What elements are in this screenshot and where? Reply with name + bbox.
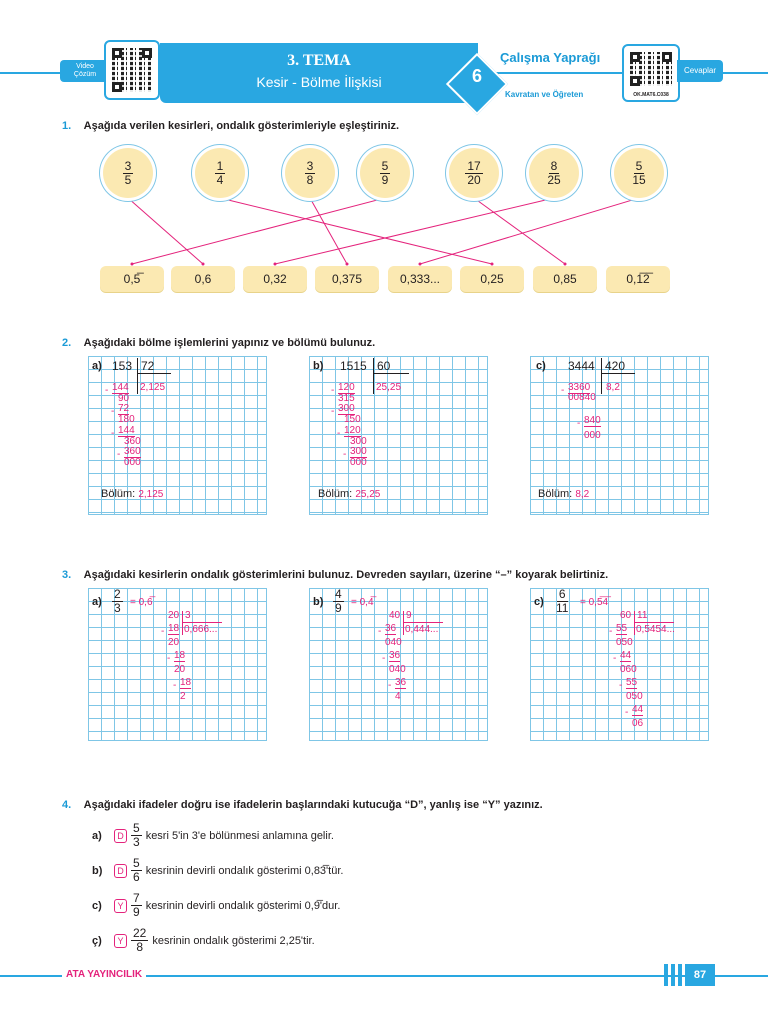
answers-tab[interactable]: Cevaplar <box>677 60 723 82</box>
true-false-box[interactable]: D <box>114 829 127 843</box>
question-number: 4. <box>62 799 72 811</box>
result-2c <box>538 488 589 500</box>
division-rule <box>373 373 409 374</box>
question-text: Aşağıdaki kesirlerin ondalık gösterimlerini bulunuz. Devreden sayıları, üzerine “–” koyarak belirtiniz. <box>83 569 609 581</box>
page-tab-stripe <box>664 964 668 986</box>
division-step: 300 <box>350 446 367 458</box>
dividend-2a: 153 <box>112 359 133 373</box>
numerator: 7 <box>133 891 140 905</box>
minus-sign: - <box>331 385 335 396</box>
match-line <box>275 198 554 264</box>
division-rule <box>403 622 443 623</box>
numerator: 17 <box>467 158 481 173</box>
fraction <box>131 927 148 954</box>
page-tab-stripe <box>678 964 682 986</box>
dividend-2b: 1515 <box>340 359 367 373</box>
decimal-box: 0,5̅ <box>100 266 164 292</box>
fraction <box>131 892 142 919</box>
division-step: 050 <box>616 636 633 648</box>
minus-sign: - <box>343 449 347 461</box>
fraction-blob <box>285 148 335 198</box>
qr-code-label: OK.MAT6.C038 <box>633 92 669 98</box>
numerator: 5 <box>381 158 389 173</box>
division-step: 4 <box>395 690 401 702</box>
division-step: 040 <box>385 636 402 648</box>
division-bar <box>601 358 602 394</box>
publisher-name: ATA YAYINCILIK <box>62 969 146 980</box>
division-step: 144 <box>118 424 135 436</box>
quotient-2c: 8,2 <box>606 382 620 393</box>
decimal-answer-3a: = 0,6̅ <box>130 597 153 608</box>
tagline: Kavratan ve Öğreten <box>505 90 584 99</box>
minus-sign: - <box>173 680 177 691</box>
denominator: 8 <box>306 172 314 187</box>
question-text: Aşağıdaki bölme işlemlerini yapınız ve bölümü bulunuz. <box>83 337 376 349</box>
divisor-3a: 3 <box>185 610 191 621</box>
division-step: 840 <box>584 415 601 426</box>
minus-sign: - <box>619 680 623 691</box>
division-step: 18 <box>174 650 186 661</box>
minus-sign: - <box>111 427 115 439</box>
division-step: 36 <box>389 650 401 661</box>
minus-sign: - <box>625 707 629 718</box>
fraction <box>123 160 134 187</box>
division-bar <box>137 358 138 394</box>
result-2b <box>318 488 380 500</box>
statement-row <box>92 927 315 954</box>
grade-badge: 6 <box>471 66 482 86</box>
statement-text: kesrinin ondalık gösterimi 2,25'tir. <box>152 934 315 947</box>
label-2c: c) <box>536 360 546 372</box>
fraction-blob <box>529 148 579 198</box>
division-step: 360 <box>124 446 141 458</box>
divisor-2c: 420 <box>605 359 626 373</box>
question-number: 3. <box>62 569 72 581</box>
fraction <box>380 160 391 187</box>
division-step: 3360 <box>568 382 591 393</box>
fraction-blob <box>614 148 664 198</box>
numerator: 22 <box>133 926 147 940</box>
division-bar <box>634 611 635 635</box>
minus-sign: - <box>609 626 613 637</box>
divisor-2b: 60 <box>377 359 391 373</box>
match-line <box>474 198 565 264</box>
result-value: 8,2 <box>575 489 590 500</box>
division-step: 18 <box>180 677 192 688</box>
fraction-blob <box>360 148 410 198</box>
question-text: Aşağıdaki ifadeler doğru ise ifadelerin başlarındaki kutucuğa “D”, yanlış ise “Y” yazınız. <box>83 799 543 811</box>
denominator: 9 <box>335 601 342 615</box>
quotient-2b: 25,25 <box>376 382 402 393</box>
division-step: 2 <box>180 690 186 702</box>
true-false-box[interactable]: D <box>114 864 127 878</box>
minus-sign: - <box>337 427 341 439</box>
result-label: Bölüm: <box>318 488 353 500</box>
label-3a: a) <box>92 596 102 608</box>
decimal-box: 0,25 <box>460 266 524 292</box>
division-step: 120 <box>344 424 361 436</box>
division-step: 000 <box>350 456 367 468</box>
division-step: 000 <box>584 430 601 441</box>
denominator: 6 <box>133 870 140 884</box>
division-step: 20 <box>168 636 180 648</box>
denominator: 9 <box>133 905 140 919</box>
minus-sign: - <box>613 653 617 664</box>
decimal-box: 0,85 <box>533 266 597 292</box>
statement-text: kesri 5'in 3'e bölünmesi anlamına gelir. <box>145 829 334 842</box>
division-step: 300 <box>350 435 367 447</box>
divisor-3c: 11 <box>637 610 648 621</box>
label-3c: c) <box>534 596 544 608</box>
fraction <box>630 160 647 187</box>
result-label: Bölüm: <box>538 488 573 500</box>
fraction <box>305 160 316 187</box>
minus-sign: - <box>161 626 165 637</box>
division-step: 72 <box>118 403 130 415</box>
denominator: 4 <box>216 172 224 187</box>
quotient-3a: 0,666... <box>184 624 218 635</box>
divisor-2a: 72 <box>141 359 155 373</box>
quotient-3b: 0,444... <box>405 624 439 635</box>
fraction-blob <box>195 148 245 198</box>
decimal-answer-3b: = 0,4̅ <box>351 597 374 608</box>
video-solution-tab[interactable]: Video Çözüm <box>60 60 110 82</box>
division-step: 360 <box>124 435 141 447</box>
statement-label: a) <box>92 829 102 842</box>
denominator: 9 <box>381 172 389 187</box>
worksheet-title: Çalışma Yaprağı <box>500 50 601 65</box>
division-step: 36 <box>385 623 397 634</box>
numerator: 5 <box>133 821 140 835</box>
quotient-3c: 0,5454... <box>636 624 675 635</box>
minus-sign: - <box>378 626 382 637</box>
division-rule <box>601 373 635 374</box>
division-step: 150 <box>344 414 361 426</box>
division-step: 18 <box>168 623 180 634</box>
numerator: 2 <box>114 587 121 601</box>
fraction-3b <box>333 588 344 615</box>
numerator: 6 <box>558 587 566 601</box>
division-step: 315 <box>338 392 355 404</box>
division-step: 44 <box>620 650 632 661</box>
denominator: 15 <box>632 172 646 187</box>
page-number: 87 <box>685 964 715 986</box>
division-step: 90 <box>118 392 130 404</box>
question-number: 1. <box>62 120 72 132</box>
numerator: 5 <box>133 856 140 870</box>
match-line <box>128 198 203 264</box>
true-false-box[interactable]: Y <box>114 934 127 948</box>
division-rule <box>182 622 222 623</box>
denominator: 11 <box>556 601 569 615</box>
division-step: 144 <box>112 382 129 393</box>
minus-sign: - <box>382 653 386 664</box>
statement-label: ç) <box>92 934 102 947</box>
question-3-heading <box>62 565 608 583</box>
statement-row <box>92 857 343 884</box>
dividend-3a: 20 <box>168 610 180 621</box>
match-line <box>420 198 639 264</box>
division-rule <box>634 622 674 623</box>
division-step: 00840 <box>568 392 596 403</box>
fraction-3a <box>112 588 123 615</box>
fraction <box>131 857 142 884</box>
statement-row <box>92 892 340 919</box>
fraction <box>131 822 142 849</box>
decimal-box: 0,6 <box>171 266 235 292</box>
division-step: 040 <box>389 663 406 675</box>
decimal-box: 0,333... <box>388 266 452 292</box>
dividend-3c: 60 <box>620 610 632 621</box>
division-step: 36 <box>395 677 407 688</box>
denominator: 3 <box>133 835 140 849</box>
divisor-3b: 9 <box>406 610 412 621</box>
numerator: 1 <box>216 158 224 173</box>
statement-row <box>92 822 334 849</box>
numerator: 5 <box>635 158 643 173</box>
theme-title: 3. TEMA <box>287 52 351 69</box>
quotient-2a: 2,125 <box>140 382 166 393</box>
division-step: 44 <box>632 704 644 715</box>
denominator: 25 <box>547 172 561 187</box>
dividend-2c: 3444 <box>568 359 595 373</box>
division-step: 120 <box>338 382 355 393</box>
label-2b: b) <box>313 360 324 372</box>
decimal-box: 0,375 <box>315 266 379 292</box>
minus-sign: - <box>167 653 171 664</box>
minus-sign: - <box>388 680 392 691</box>
question-2-heading <box>62 333 375 351</box>
division-step: 20 <box>174 663 186 675</box>
division-bar <box>373 358 374 394</box>
division-step: 300 <box>338 403 355 415</box>
result-value: 25,25 <box>355 489 381 500</box>
decimal-box: 0,1̅2̅ <box>606 266 670 292</box>
result-label: Bölüm: <box>101 488 136 500</box>
division-step: 55 <box>616 623 628 634</box>
question-text: Aşağıda verilen kesirleri, ondalık gösterimleriyle eşleştiriniz. <box>83 120 400 132</box>
theme-subtitle: Kesir - Bölme İlişkisi <box>256 74 382 90</box>
statement-label: c) <box>92 899 102 912</box>
division-step: 050 <box>626 690 643 702</box>
fraction <box>465 160 482 187</box>
match-line <box>132 198 385 264</box>
question-4-heading <box>62 795 543 813</box>
statement-label: b) <box>92 864 103 877</box>
division-bar <box>403 611 404 635</box>
label-3b: b) <box>313 596 324 608</box>
minus-sign: - <box>117 449 121 461</box>
label-2a: a) <box>92 360 102 372</box>
division-step: 180 <box>118 414 135 426</box>
division-step: 060 <box>620 663 637 675</box>
denominator: 5 <box>124 172 132 187</box>
division-step: 000 <box>124 456 141 468</box>
numerator: 3 <box>124 158 132 173</box>
minus-sign: - <box>331 406 335 418</box>
denominator: 8 <box>136 940 144 954</box>
statement-text: kesrinin devirli ondalık gösterimi 0,9̅'dur. <box>145 899 341 912</box>
fraction-blob <box>103 148 153 198</box>
division-rule <box>137 373 171 374</box>
statement-text: kesrinin devirli ondalık gösterimi 0,83̅'tür. <box>145 864 344 877</box>
decimal-box: 0,32 <box>243 266 307 292</box>
fraction-3c <box>554 588 570 615</box>
fraction <box>215 160 226 187</box>
division-step: 55 <box>626 677 638 688</box>
numerator: 4 <box>335 587 342 601</box>
numerator: 8 <box>550 158 558 173</box>
division-step: 06 <box>632 717 644 729</box>
minus-sign: - <box>561 385 565 396</box>
decimal-answer-3c: = 0,5̅4̅ <box>580 597 609 608</box>
denominator: 20 <box>467 172 481 187</box>
fraction <box>545 160 562 187</box>
page-tab-stripe <box>671 964 675 986</box>
minus-sign: - <box>577 418 581 429</box>
division-bar <box>182 611 183 635</box>
fraction-blob <box>449 148 499 198</box>
numerator: 3 <box>306 158 314 173</box>
question-number: 2. <box>62 337 72 349</box>
result-2a <box>101 488 163 500</box>
result-value: 2,125 <box>138 489 164 500</box>
true-false-box[interactable]: Y <box>114 899 127 913</box>
denominator: 3 <box>114 601 121 615</box>
dividend-3b: 40 <box>389 610 401 621</box>
minus-sign: - <box>105 385 109 396</box>
minus-sign: - <box>111 406 115 418</box>
